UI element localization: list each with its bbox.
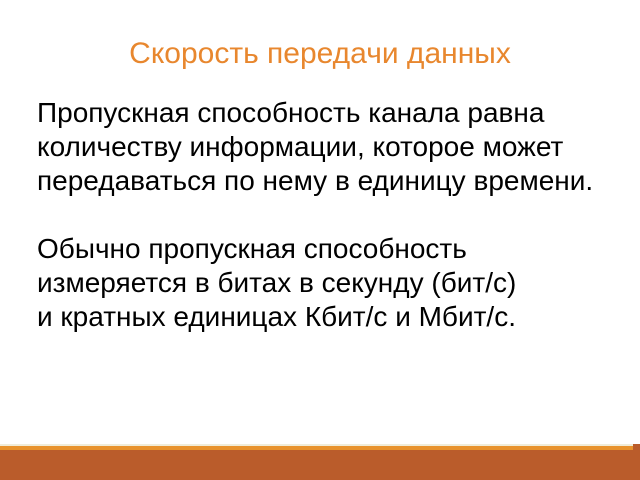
text-line: передаваться по нему в единицу времени. (37, 165, 594, 196)
text-line: Обычно пропускная способность (37, 233, 467, 264)
paragraph-channel-capacity (37, 96, 620, 198)
text-line: и кратных единицах Кбит/с и Мбит/с. (37, 301, 516, 332)
footer-bar (0, 450, 640, 480)
paragraph-measurement-units (37, 232, 620, 334)
text-line: измеряется в битах в секунду (бит/с) (37, 267, 517, 298)
text-line: количеству информации, которое может (37, 131, 564, 162)
text-line: Пропускная способность канала равна (37, 97, 545, 128)
slide-title: Скорость передачи данных (129, 37, 511, 70)
slide-body-text (37, 96, 620, 368)
